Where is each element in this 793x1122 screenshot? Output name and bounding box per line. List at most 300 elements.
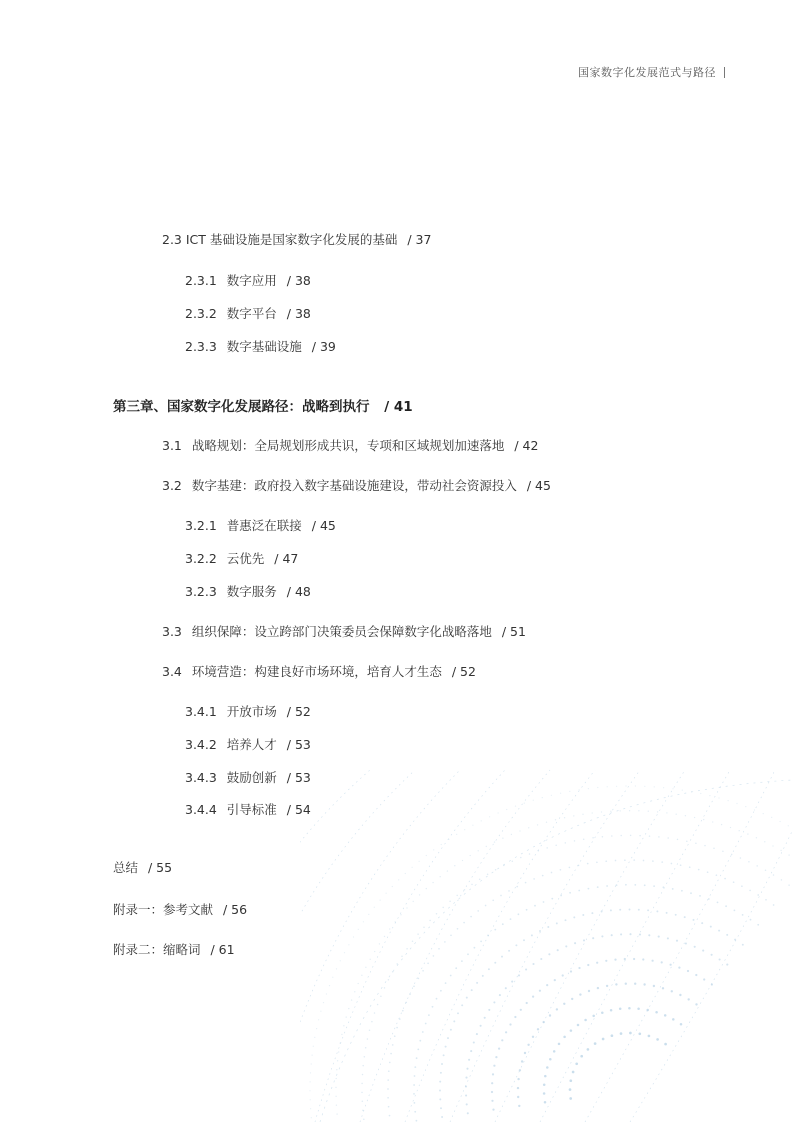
globe-dot (518, 913, 520, 915)
globe-dot (361, 975, 362, 976)
globe-dot (428, 1014, 430, 1016)
toc-entry-3-4-2[interactable] (185, 735, 311, 753)
globe-meridian (630, 770, 793, 1122)
toc-title: 组织保障：设立跨部门决策委员会保障数字化战略落地 (191, 624, 492, 639)
toc-entry-summary[interactable] (113, 858, 172, 876)
globe-dot (502, 838, 503, 839)
globe-dot (494, 929, 496, 931)
globe-dot (524, 803, 525, 804)
globe-meridian (360, 770, 550, 1122)
globe-dot (731, 854, 733, 856)
globe-dot (392, 1044, 394, 1046)
globe-dot (577, 1024, 580, 1027)
globe-dot (546, 1066, 549, 1069)
globe-dot (563, 1036, 566, 1039)
globe-dot (756, 837, 757, 838)
globe-dot (639, 835, 641, 837)
globe-dot (447, 1037, 449, 1039)
globe-dot (676, 940, 678, 942)
globe-dot (374, 1012, 376, 1014)
globe-dot (524, 1052, 526, 1054)
globe-dot (506, 809, 507, 810)
running-header-title: 国家数字化发展范式与路径 (578, 66, 716, 79)
globe-dot (765, 899, 767, 901)
toc-entry-chapter-3[interactable] (113, 395, 413, 415)
globe-dot (557, 949, 559, 951)
globe-dot (570, 1029, 573, 1032)
globe-dot (698, 869, 700, 871)
toc-entry-appendix-1[interactable] (113, 900, 247, 918)
globe-dot (688, 998, 690, 1000)
globe-dot (549, 1014, 551, 1016)
toc-title: 培养人才 (226, 737, 277, 752)
globe-dot (442, 907, 444, 909)
globe-dot (413, 1084, 415, 1086)
globe-dot (488, 968, 490, 970)
globe-dot (620, 1032, 623, 1035)
globe-dot (648, 934, 650, 936)
globe-dot (436, 998, 438, 1000)
globe-dot (493, 1065, 495, 1067)
globe-dot (546, 847, 548, 849)
globe-dot (380, 900, 381, 901)
globe-dot (464, 889, 466, 891)
globe-dot (340, 1043, 341, 1044)
toc-title: 战略规划：全局规划形成共识，专项和区域规划加速落地 (191, 438, 505, 453)
globe-dot (582, 914, 584, 916)
toc-entry-3-4-4[interactable] (185, 800, 311, 818)
toc-entry-2-3-1[interactable] (185, 271, 311, 289)
globe-dot (661, 961, 663, 963)
globe-dot (538, 850, 540, 852)
globe-dot (556, 922, 558, 924)
globe-dot (630, 835, 632, 837)
toc-title: 鼓励创新 (226, 770, 277, 785)
globe-dot (384, 936, 385, 937)
globe-dot (551, 872, 553, 874)
globe-dot (649, 835, 651, 837)
globe-dot (578, 865, 580, 867)
globe-dot (582, 814, 583, 815)
globe-dot (548, 953, 550, 955)
globe-dot (384, 987, 386, 989)
globe-dot (414, 1075, 416, 1077)
globe-dot (680, 1023, 683, 1026)
globe-dot (432, 1006, 434, 1008)
globe-dot (336, 1113, 337, 1114)
toc-number: 3.2 (162, 478, 182, 493)
globe-dot (542, 797, 543, 798)
toc-entry-2-3-2[interactable] (185, 304, 311, 322)
globe-dot (571, 998, 573, 1000)
globe-dot (693, 919, 695, 921)
globe-dot (648, 811, 649, 812)
globe-dot (772, 845, 773, 846)
globe-meridian (300, 770, 460, 1122)
globe-dot (499, 994, 501, 996)
globe-dot (432, 882, 433, 883)
globe-dot (471, 989, 473, 991)
globe-dot (602, 836, 604, 838)
toc-entry-3-2[interactable] (162, 476, 551, 494)
globe-meridian (315, 770, 505, 1122)
globe-dot (588, 990, 590, 992)
globe-dot (508, 890, 510, 892)
globe-dot (440, 876, 441, 877)
globe-dot (619, 909, 621, 911)
globe-dot (629, 909, 631, 911)
toc-number: 3.1 (162, 438, 182, 453)
toc-page: / 54 (286, 802, 311, 817)
globe-dot (637, 1007, 640, 1010)
globe-dot (699, 895, 701, 897)
globe-dot (540, 958, 542, 960)
globe-meridian (540, 770, 730, 1122)
globe-dot (605, 860, 607, 862)
globe-dot (326, 993, 327, 994)
globe-dot (711, 983, 713, 985)
globe-dot (426, 888, 427, 889)
toc-entry-3-2-3[interactable] (185, 582, 311, 600)
globe-dot (481, 820, 482, 821)
globe-dot (470, 855, 471, 856)
globe-dot (672, 888, 674, 890)
globe-dot (555, 844, 557, 846)
globe-dot (310, 1099, 311, 1100)
toc-entry-3-2-1[interactable] (185, 516, 336, 534)
globe-dot (453, 1020, 455, 1022)
globe-dot (592, 837, 594, 839)
globe-dot (309, 1090, 310, 1091)
globe-dot (644, 786, 645, 787)
toc-entry-3-1[interactable] (162, 436, 538, 454)
globe-dot (364, 1056, 366, 1058)
header-divider (724, 67, 725, 78)
globe-dot (664, 1043, 667, 1046)
globe-dot (482, 975, 484, 977)
globe-dot (426, 855, 427, 856)
globe-dot (526, 909, 528, 911)
globe-dot (450, 934, 452, 936)
globe-dot (417, 933, 419, 935)
globe-dot (578, 890, 580, 892)
globe-dot (405, 873, 406, 874)
globe-dot (439, 1098, 441, 1100)
toc-number: 3.2.3 (185, 584, 217, 599)
toc-page: / 53 (286, 737, 311, 752)
globe-dot (544, 1075, 547, 1078)
globe-dot (687, 970, 689, 972)
globe-dot (749, 890, 751, 892)
globe-dot (427, 962, 429, 964)
toc-page: / 53 (286, 770, 311, 785)
globe-dot (310, 1072, 311, 1073)
globe-dot (374, 907, 375, 908)
globe-dot (440, 1107, 442, 1109)
globe-dot (629, 810, 630, 811)
globe-dot (682, 790, 683, 791)
globe-dot (601, 935, 603, 937)
globe-dot (310, 1108, 311, 1109)
globe-dot (537, 824, 538, 825)
globe-dot (580, 1055, 583, 1058)
globe-dot (607, 786, 608, 787)
globe-dot (588, 888, 590, 890)
globe-dot (392, 971, 394, 973)
globe-dot (558, 1043, 561, 1046)
globe-dot (716, 874, 718, 876)
globe-dot (704, 845, 706, 847)
globe-dot (584, 1019, 587, 1022)
toc-title: 数字平台 (226, 306, 277, 321)
globe-dot (629, 933, 631, 935)
globe-dot (402, 1010, 404, 1012)
globe-dot (466, 997, 468, 999)
globe-dot (569, 1079, 572, 1082)
globe-dot (747, 833, 748, 834)
globe-dot (555, 819, 556, 820)
globe-dot (478, 850, 479, 851)
toc-title: 云优先 (226, 551, 265, 566)
globe-dot (771, 817, 772, 818)
toc-entry-3-3[interactable] (162, 622, 526, 640)
globe-dot (464, 829, 465, 830)
globe-dot (569, 791, 570, 792)
globe-dot (560, 793, 561, 794)
toc-entry-2-3-3[interactable] (185, 337, 336, 355)
globe-dot (611, 835, 613, 837)
globe-dot (537, 1028, 539, 1030)
globe-dot (574, 840, 576, 842)
decorative-globe (300, 760, 793, 1122)
toc-title: 数字基础设施 (226, 339, 302, 354)
toc-number: 3.4.4 (185, 802, 217, 817)
globe-dot (679, 994, 681, 996)
globe-dot (663, 787, 664, 788)
globe-dot (511, 834, 512, 835)
toc-entry-3-4-1[interactable] (185, 702, 311, 720)
globe-dot (658, 836, 660, 838)
globe-dot (742, 914, 744, 916)
toc-entry-3-4-3[interactable] (185, 768, 311, 786)
globe-dot (467, 1112, 469, 1114)
globe-dot (583, 838, 585, 840)
globe-dot (335, 1087, 336, 1088)
globe-dot (412, 941, 414, 943)
globe-dot (361, 1083, 363, 1085)
globe-dot (450, 1029, 452, 1031)
globe-dot (695, 842, 697, 844)
globe-dot (457, 928, 459, 930)
globe-dot (565, 842, 567, 844)
globe-dot (409, 993, 411, 995)
globe-dot (569, 892, 571, 894)
toc-entry-3-2-2[interactable] (185, 549, 298, 567)
globe-dot (610, 909, 612, 911)
globe-dot (416, 1120, 418, 1122)
globe-dot (419, 1040, 421, 1042)
globe-dot (596, 861, 598, 863)
toc-page: / 52 (451, 664, 476, 679)
toc-title: 数字应用 (226, 273, 277, 288)
globe-dot (565, 919, 567, 921)
globe-dot (514, 1016, 516, 1018)
globe-dot (480, 1025, 482, 1027)
globe-dot (495, 869, 497, 871)
globe-dot (422, 1031, 424, 1033)
globe-dot (588, 788, 589, 789)
globe-dot (620, 933, 622, 935)
globe-dot (685, 942, 687, 944)
globe-dot (633, 859, 635, 861)
globe-dot (413, 985, 415, 987)
globe-dot (534, 905, 536, 907)
globe-dot (450, 975, 452, 977)
globe-dot (363, 1118, 365, 1120)
globe-dot (773, 874, 775, 876)
globe-dot (575, 1062, 578, 1065)
globe-dot (444, 941, 446, 943)
toc-page: / 39 (311, 339, 336, 354)
globe-dot (439, 1090, 441, 1092)
globe-dot (389, 928, 390, 929)
globe-dot (780, 850, 781, 851)
globe-dot (525, 968, 527, 970)
globe-dot (757, 894, 759, 896)
globe-dot (646, 1009, 649, 1012)
globe-dot (406, 948, 408, 950)
toc-title: 总结 (113, 860, 139, 875)
globe-dot (587, 964, 589, 966)
globe-dot (316, 1028, 317, 1029)
globe-dot (329, 985, 330, 986)
globe-dot (455, 967, 457, 969)
globe-dot (565, 945, 567, 947)
globe-dot (515, 806, 516, 807)
globe-dot (472, 825, 473, 826)
globe-dot (369, 1030, 371, 1032)
globe-dot (491, 1091, 493, 1093)
globe-dot (494, 841, 495, 842)
globe-dot (625, 884, 627, 886)
globe-dot (667, 837, 669, 839)
globe-dot (533, 878, 535, 880)
toc-title: 普惠泛在联接 (226, 518, 302, 533)
globe-dot (519, 1069, 521, 1071)
globe-dot (425, 1023, 427, 1025)
globe-dot (438, 948, 440, 950)
globe-dot (486, 846, 487, 847)
globe-dot (379, 943, 380, 944)
globe-dot (616, 884, 618, 886)
globe-dot (449, 901, 451, 903)
globe-dot (718, 930, 720, 932)
globe-dot (529, 853, 531, 855)
globe-dot (711, 954, 713, 956)
globe-dot (318, 1019, 319, 1020)
globe-dot (620, 810, 621, 811)
globe-dot (643, 860, 645, 862)
globe-dot (489, 816, 490, 817)
globe-dot (400, 914, 401, 915)
globe-dot (597, 787, 598, 788)
globe-meridian (495, 770, 685, 1122)
toc-title: 开放市场 (226, 704, 277, 719)
globe-dot (569, 1097, 572, 1100)
globe-dot (517, 1078, 519, 1080)
globe-dot (763, 813, 764, 814)
globe-dot (348, 944, 349, 945)
globe-dot (371, 1021, 373, 1023)
globe-dot (728, 800, 729, 801)
toc-entry-2-3[interactable] (162, 230, 431, 248)
globe-dot (570, 970, 572, 972)
globe-dot (644, 884, 646, 886)
toc-title: 附录一：参考文献 (113, 902, 214, 917)
globe-dot (448, 839, 449, 840)
globe-dot (468, 1059, 470, 1061)
globe-dot (658, 936, 660, 938)
globe-dot (542, 875, 544, 877)
globe-dot (526, 1002, 528, 1004)
globe-dot (390, 1053, 392, 1055)
globe-dot (511, 981, 513, 983)
globe-dot (694, 946, 696, 948)
globe-dot (553, 1050, 556, 1053)
globe-dot (569, 1088, 572, 1091)
globe-dot (532, 995, 534, 997)
globe-dot (592, 937, 594, 939)
globe-dot (672, 1018, 675, 1021)
globe-dot (470, 1050, 472, 1052)
globe-dot (713, 847, 715, 849)
globe-dot (433, 955, 435, 957)
globe-dot (492, 899, 494, 901)
globe-dot (351, 999, 352, 1000)
globe-dot (656, 910, 658, 912)
globe-dot (520, 1009, 522, 1011)
globe-dot (712, 821, 713, 822)
globe-dot (476, 982, 478, 984)
globe-dot (311, 1117, 312, 1118)
globe-dot (363, 921, 364, 922)
toc-entry-3-4[interactable] (162, 662, 476, 680)
globe-dot (406, 907, 407, 908)
toc-entry-appendix-2[interactable] (113, 940, 235, 958)
globe-dot (656, 1038, 659, 1041)
globe-dot (362, 1110, 364, 1112)
globe-dot (377, 1004, 379, 1006)
globe-meridian (300, 770, 415, 1122)
globe-dot (512, 861, 514, 863)
globe-dot (694, 817, 695, 818)
globe-dot (666, 912, 668, 914)
globe-dot (707, 871, 709, 873)
globe-dot (695, 974, 697, 976)
globe-dot (532, 1036, 534, 1038)
globe-dot (601, 811, 602, 812)
globe-dot (457, 1012, 459, 1014)
globe-dot (337, 1060, 338, 1061)
globe-dot (412, 867, 413, 868)
globe-dot (788, 854, 789, 855)
globe-dot (695, 1003, 697, 1005)
globe-dot (757, 924, 759, 926)
globe-dot (494, 962, 496, 964)
globe-dot (343, 1025, 344, 1026)
globe-dot (533, 800, 534, 801)
globe-dot (676, 814, 677, 815)
